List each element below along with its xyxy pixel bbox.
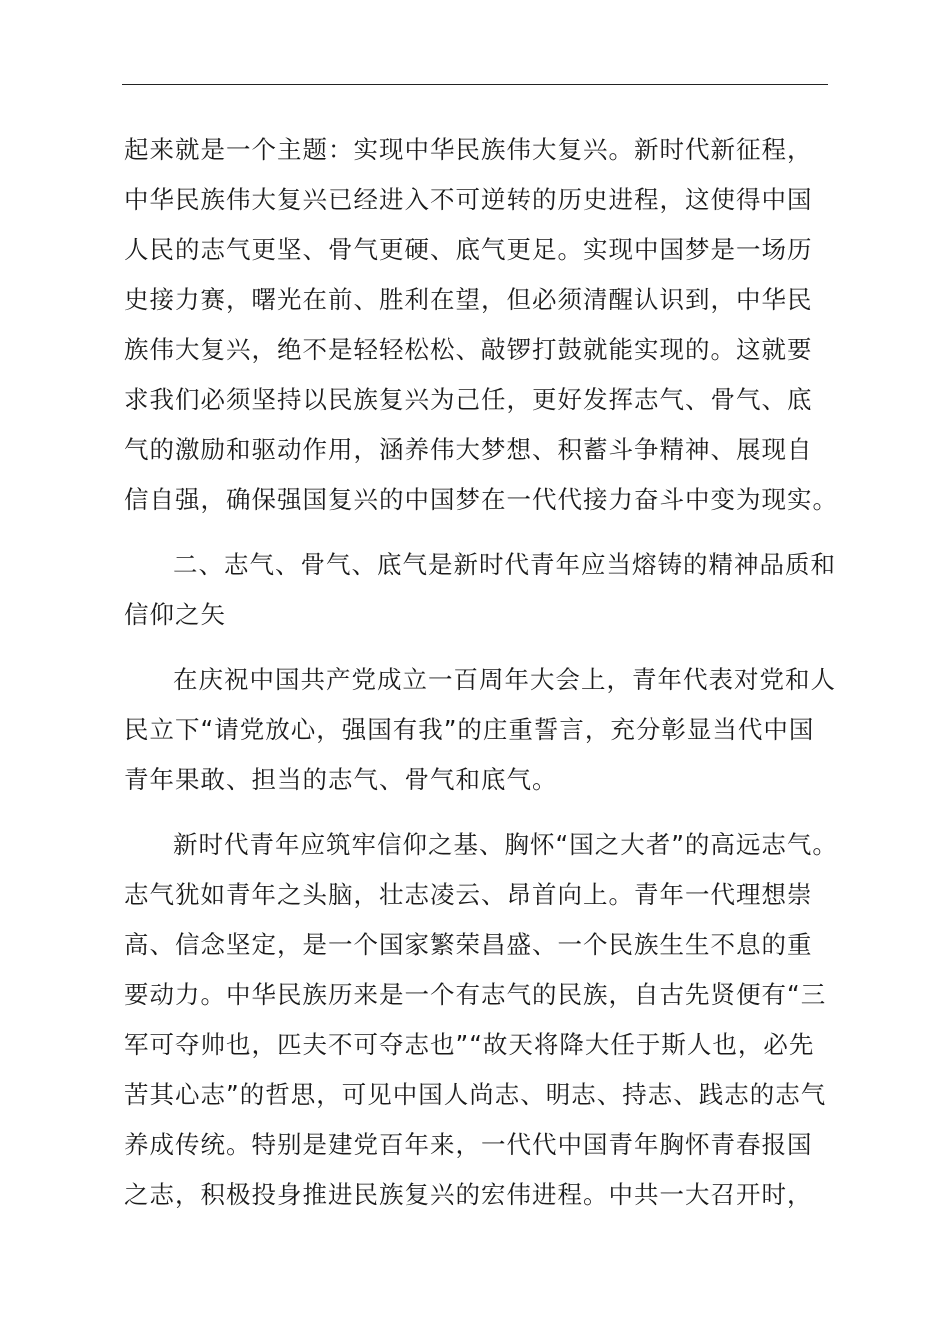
- text-line: 信自强，确保强国复兴的中国梦在一代代接力奋斗中变为现实。: [124, 485, 838, 514]
- paragraph-spacer: [124, 805, 828, 820]
- text-line: 中华民族伟大复兴已经进入不可逆转的历史进程，这使得中国: [124, 185, 813, 214]
- paragraph: [124, 655, 836, 805]
- paragraph: [124, 820, 838, 1220]
- text-line: 苦其心志”的哲思，可见中国人尚志、明志、持志、践志的志气: [124, 1080, 827, 1109]
- text-line: 高、信念坚定，是一个国家繁荣昌盛、一个民族生生不息的重: [124, 930, 813, 959]
- text-line: 新时代青年应筑牢信仰之基、胸怀“国之大者”的高远志气。: [173, 830, 838, 859]
- text-line: 之志，积极投身推进民族复兴的宏伟进程。中共一大召开时，: [124, 1180, 813, 1209]
- text-line: 志气犹如青年之头脑，壮志凌云、昂首向上。青年一代理想崇: [124, 880, 813, 909]
- text-line: 起来就是一个主题：实现中华民族伟大复兴。新时代新征程，: [124, 135, 813, 164]
- paragraph-spacer: [124, 640, 828, 655]
- text-line: 民立下“请党放心，强国有我”的庄重誓言，充分彰显当代中国: [124, 715, 815, 744]
- document-body: [124, 125, 838, 1220]
- text-line: 族伟大复兴，绝不是轻轻松松、敲锣打鼓就能实现的。这就要: [124, 335, 813, 364]
- section-heading: [124, 540, 836, 640]
- text-line: 要动力。中华民族历来是一个有志气的民族，自古先贤便有“三: [124, 980, 827, 1009]
- text-line: 青年果敢、担当的志气、骨气和底气。: [124, 765, 558, 794]
- text-line: 史接力赛，曙光在前、胜利在望，但必须清醒认识到，中华民: [124, 285, 813, 314]
- text-line: 军可夺帅也，匹夫不可夺志也”“故天将降大任于斯人也，必先: [124, 1030, 815, 1059]
- text-line: 气的激励和驱动作用，涵养伟大梦想、积蓄斗争精神、展现自: [124, 435, 813, 464]
- heading-line: 二、志气、骨气、底气是新时代青年应当熔铸的精神品质和: [173, 550, 836, 579]
- heading-line: 信仰之矢: [124, 600, 226, 629]
- text-line: 在庆祝中国共产党成立一百周年大会上，青年代表对党和人: [173, 665, 836, 694]
- text-line: 求我们必须坚持以民族复兴为己任，更好发挥志气、骨气、底: [124, 385, 813, 414]
- paragraph-continuation: [124, 125, 838, 525]
- text-line: 人民的志气更坚、骨气更硬、底气更足。实现中国梦是一场历: [124, 235, 813, 264]
- header-rule: [122, 84, 828, 85]
- paragraph-spacer: [124, 525, 828, 540]
- text-line: 养成传统。特别是建党百年来，一代代中国青年胸怀青春报国: [124, 1130, 813, 1159]
